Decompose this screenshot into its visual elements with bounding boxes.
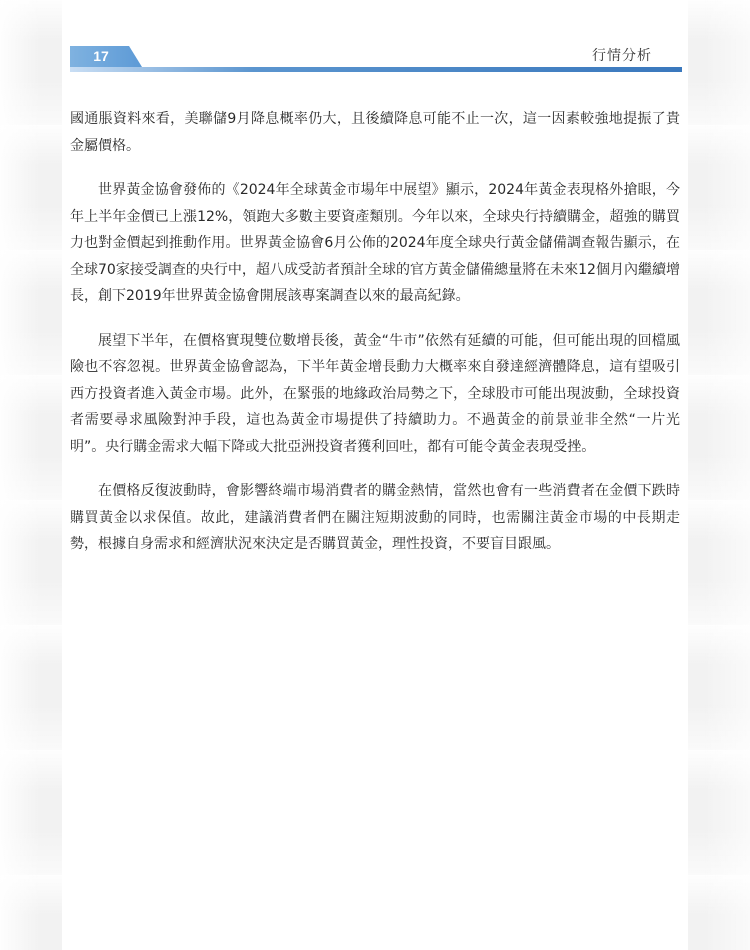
header-rule bbox=[70, 67, 682, 72]
paragraph-2: 世界黃金協會發佈的《2024年全球黃金市場年中展望》顯示，2024年黃金表現格外搶眼，今年上半年金價已上漲12%，領跑大多數主要資產類別。今年以來，全球央行持續購金，超強的購買力也對金價起到推動作用。世界黃金協會6月公佈的2024年度全球央行黃金儲備調查報告顯示，在全球70家接受調查的央行中，超八成受訪者預計全球的官方黃金儲備總量將在未來12個月內繼續增長，創下2019年世界黃金協會開展該專案調查以來的最高紀錄。 bbox=[70, 182, 680, 304]
section-title: 行情分析 bbox=[592, 48, 652, 64]
paragraph-1: 國通脹資料來看，美聯儲9月降息概率仍大，且後續降息可能不止一次，這一因素較強地提振了貴金屬價格。 bbox=[70, 111, 680, 154]
paragraph-3: 展望下半年，在價格實現雙位數增長後，黃金“牛市”依然有延續的可能，但可能出現的回檔風險也不容忽視。世界黃金協會認為，下半年黃金增長動力大概率來自發達經濟體降息，這有望吸引西方投資者進入黃金市場。此外，在緊張的地緣政治局勢之下，全球股市可能出現波動，全球投資者需要尋求風險對沖手段，這也為黃金市場提供了持續助力。不過黃金的前景並非全然“一片光明”。央行購金需求大幅下降或大批亞洲投資者獲利回吐，都有可能令黃金表現受挫。 bbox=[70, 332, 680, 455]
page-number: 17 bbox=[93, 48, 109, 64]
article-body bbox=[70, 106, 680, 576]
paragraph-4: 在價格反復波動時，會影響終端市場消費者的購金熱情，當然也會有一些消費者在金價下跌時購買黃金以求保值。故此，建議消費者們在關注短期波動的同時，也需關注黃金市場的中長期走勢，根據自身需求和經濟狀況來決定是否購買黃金，理性投資，不要盲目跟風。 bbox=[70, 483, 680, 552]
